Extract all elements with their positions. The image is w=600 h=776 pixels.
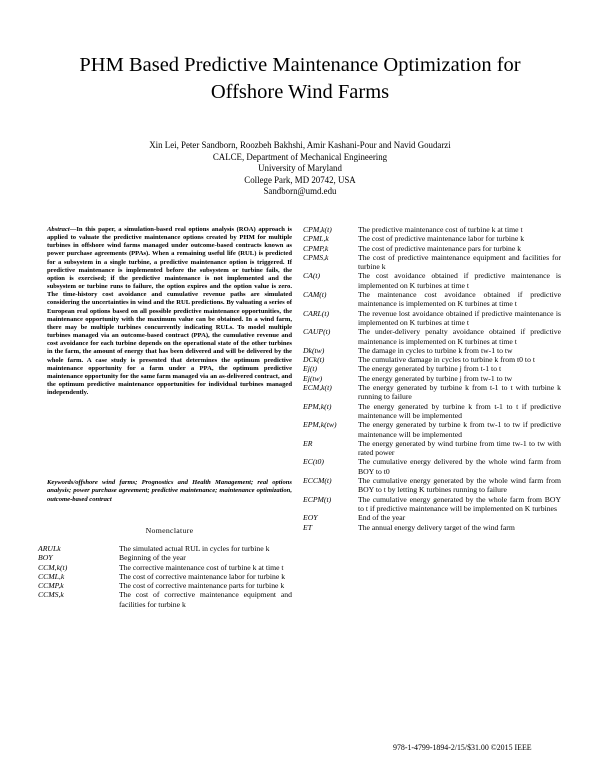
nomenclature-definition: The energy generated by turbine k from t-1 to t if predictive maintenance will be implemented <box>358 401 561 420</box>
nomenclature-symbol: CARL(t) <box>303 308 330 318</box>
nomenclature-entry <box>303 374 561 383</box>
nomenclature-symbol: Ej(t) <box>303 364 318 374</box>
nomenclature-entry <box>303 234 561 243</box>
affiliation-line: College Park, MD 20742, USA <box>244 174 356 185</box>
nomenclature-entry <box>303 402 561 421</box>
affiliation-line: CALCE, Department of Mechanical Engineering <box>212 151 388 162</box>
nomenclature-symbol: EPM,k(t) <box>303 401 332 411</box>
nomenclature-entry <box>38 581 292 590</box>
nomenclature-symbol: CAM(t) <box>303 290 327 300</box>
nomenclature-symbol: CPML,k <box>303 234 329 244</box>
nomenclature-definition: The revenue lost avoidance obtained if predictive maintenance is implemented on K turbines at time t <box>358 308 561 327</box>
abstract <box>47 226 292 397</box>
nomenclature-definition: Beginning of the year <box>119 553 186 563</box>
nomenclature-definition: The energy generated by turbine k from t-1 to t with turbine k running to failure <box>358 383 561 402</box>
nomenclature-entry <box>303 271 561 290</box>
nomenclature-symbol: ECCM(t) <box>303 476 332 486</box>
nomenclature-entry <box>303 439 561 458</box>
nomenclature-definition: The under-delivery penalty avoidance obtained if predictive maintenance is implemented on K turbines at time t <box>358 327 561 346</box>
nomenclature-definition: The cumulative damage in cycles to turbine k from t0 to t <box>358 355 535 365</box>
nomenclature-definition: The cost of corrective maintenance parts for turbine k <box>119 581 285 591</box>
nomenclature-entry <box>303 495 561 514</box>
nomenclature-entry <box>303 225 561 234</box>
nomenclature-entry <box>303 364 561 373</box>
nomenclature-symbol: CCM,k(t) <box>38 562 68 572</box>
nomenclature-definition: End of the year <box>358 513 406 523</box>
nomenclature-definition: The cost of predictive maintenance equipment and facilities for turbine k <box>358 252 561 272</box>
nomenclature-entry <box>303 253 561 272</box>
nomenclature-definition: The energy generated by wind turbine from time tw-1 to tw with rated power <box>358 438 561 458</box>
nomenclature-symbol: CPM,k(t) <box>303 225 332 234</box>
nomenclature-symbol: ARULk <box>38 544 61 553</box>
nomenclature-symbol: Dk(tw) <box>303 345 325 355</box>
title-line-2: Offshore Wind Farms <box>210 81 390 103</box>
author-names: Xin Lei, Peter Sandborn, Roozbeh Bakhshi, Amir Kashani-Pour and Navid Goudarzi <box>149 140 451 150</box>
nomenclature-list-right <box>303 225 561 532</box>
nomenclature-symbol: EPM,k(tw) <box>303 420 337 430</box>
nomenclature-definition: The cumulative energy delivered by the whole wind farm from BOY to t0 <box>358 457 561 476</box>
abstract-text: —In this paper, a simulation-based real options analysis (ROA) approach is applied to valuate the predictive maintenance options created by PHM for multiple turbines in offshore wind farms managed under outcome-based contracts known as power purchase agreements (PPAs). When a remaining useful life (RUL) is predicted for a subsystem in a single turbine, a predictive maintenance option is triggered. If predictive maintenance is implemented before the subsystem or turbine fails, the option is exercised; if the predictive maintenance is not implemented and the subsystem or turbine runs to failure, the option expires and the option value is zero. The time-history cost avoidance and cumulative revenue paths are simulated considering the uncertainties in wind and the RUL predictions. By valuating a series of European real options based on all possible predictive maintenance opportunities, the maintenance opportunity with the maximum value can be obtained. In a wind farm, there may be multiple turbines concurrently indicating RULs. To model multiple turbines managed via an outcome-based contract (PPA), the cumulative revenue and cost avoidance for each turbine depends on the operational state of the other turbines in the farm, the amount of energy that has been delivered and will be delivered by the whole farm. A case study is presented that determines the optimum predictive maintenance opportunity for a farm under a PPA, the optimum predictive maintenance opportunity for the same farm managed via an as-delivered contract, and the optimum predictive maintenance opportunities for individual turbines managed independently. <box>47 226 292 397</box>
nomenclature-symbol: CCML,k <box>38 571 65 581</box>
nomenclature-entry <box>303 290 561 309</box>
nomenclature-definition: The damage in cycles to turbine k from tw-1 to tw <box>358 345 513 355</box>
nomenclature-definition: The cumulative energy generated by the whole wind farm from BOY to t by letting K turbines running to failure <box>358 476 561 495</box>
nomenclature-symbol: ECM,k(t) <box>303 383 332 393</box>
copyright-footer: 978-1-4799-1894-2/15/$31.00 ©2015 IEEE <box>393 743 532 752</box>
nomenclature-symbol: DCk(t) <box>303 355 325 365</box>
nomenclature-entry <box>38 544 292 553</box>
nomenclature-entry <box>303 327 561 346</box>
nomenclature-symbol: CCMP,k <box>38 581 64 591</box>
nomenclature-definition: The cost of corrective maintenance labor for turbine k <box>119 571 286 581</box>
nomenclature-entry <box>303 244 561 253</box>
nomenclature-entry <box>303 383 561 402</box>
keywords: Keywords/offshore wind farms; Prognostics and Health Management; real options analysis; power purchase agreement; predictive maintenance; maintenance optimization, outcome-based contract <box>47 479 292 503</box>
nomenclature-entry <box>303 309 561 328</box>
nomenclature-symbol: CPMS,k <box>303 252 329 262</box>
nomenclature-entry <box>38 553 292 562</box>
nomenclature-definition: The cost avoidance obtained if predictive maintenance is implemented on K turbines at time t <box>358 271 561 290</box>
nomenclature-definition: The corrective maintenance cost of turbine k at time t <box>119 562 284 572</box>
paper-title <box>0 52 600 106</box>
nomenclature-entry <box>303 420 561 439</box>
abstract-label: Abstract <box>47 226 70 233</box>
author-block <box>0 140 600 198</box>
nomenclature-symbol: BOY <box>38 553 53 563</box>
nomenclature-list-left <box>38 544 292 609</box>
nomenclature-entry <box>38 563 292 572</box>
nomenclature-definition: The energy generated by turbine j from t-1 to t <box>358 364 502 374</box>
nomenclature-symbol: EOY <box>303 513 318 523</box>
nomenclature-definition: The maintenance cost avoidance obtained if predictive maintenance is implemented on K turbines at time t <box>358 290 561 309</box>
nomenclature-entry <box>303 513 561 522</box>
nomenclature-definition: The energy generated by turbine k from tw-1 to tw if predictive maintenance will be implemented <box>358 420 561 439</box>
nomenclature-entry <box>303 346 561 355</box>
affiliation-line: University of Maryland <box>258 163 342 174</box>
author-email: Sandborn@umd.edu <box>263 186 337 197</box>
nomenclature-entry <box>303 476 561 495</box>
nomenclature-entry <box>38 572 292 581</box>
nomenclature-entry <box>38 590 292 609</box>
nomenclature-symbol: CAUP(t) <box>303 327 331 337</box>
nomenclature-symbol: CPMP,k <box>303 243 329 253</box>
nomenclature-definition: The energy generated by turbine j from tw-1 to tw <box>358 373 513 383</box>
nomenclature-entry <box>303 355 561 364</box>
nomenclature-definition: The cost of corrective maintenance equipment and facilities for turbine k <box>119 590 292 609</box>
nomenclature-definition: The cost of predictive maintenance pars for turbine k <box>358 243 522 253</box>
nomenclature-entry <box>303 523 561 532</box>
nomenclature-symbol: EC(t0) <box>303 457 324 467</box>
nomenclature-definition: The cumulative energy generated by the whole farm from BOY to t if predictive maintenance will be implemented on K turbines <box>358 494 561 513</box>
nomenclature-definition: The predictive maintenance cost of turbine k at time t <box>358 225 523 234</box>
nomenclature-definition: The cost of predictive maintenance labor for turbine k <box>358 234 525 244</box>
nomenclature-definition: The annual energy delivery target of the wind farm <box>358 522 515 532</box>
nomenclature-symbol: CCMS,k <box>38 590 64 600</box>
nomenclature-definition: The simulated actual RUL in cycles for turbine k <box>119 544 270 553</box>
nomenclature-entry <box>303 457 561 476</box>
nomenclature-symbol: ECPM(t) <box>303 494 332 504</box>
nomenclature-heading: Nomenclature <box>145 526 194 535</box>
title-line-1: PHM Based Predictive Maintenance Optimization for <box>79 54 521 76</box>
nomenclature-symbol: CA(t) <box>303 271 321 281</box>
nomenclature-symbol: ET <box>303 522 312 532</box>
nomenclature-symbol: Ej(tw) <box>303 373 323 383</box>
nomenclature-symbol: ER <box>303 438 313 448</box>
